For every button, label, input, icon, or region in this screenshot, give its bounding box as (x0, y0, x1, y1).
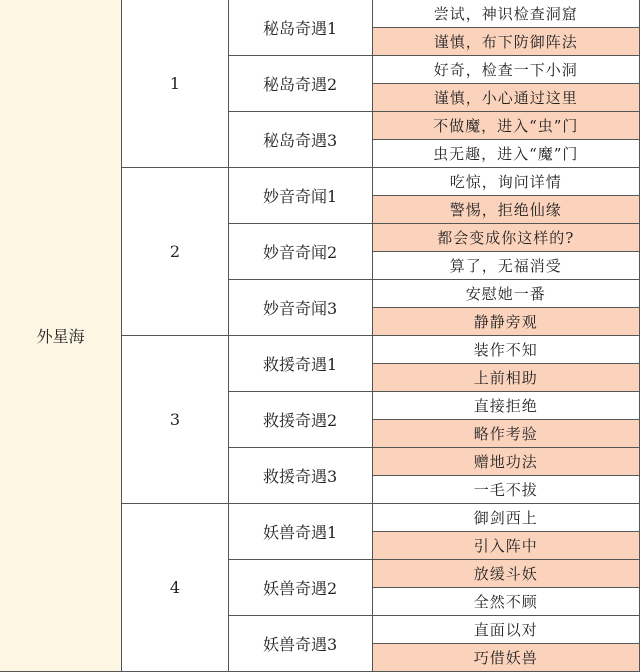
option-cell-highlighted: 巧借妖兽 (372, 644, 639, 672)
option-cell-highlighted: 赠地功法 (372, 448, 639, 476)
option-cell: 装作不知 (372, 336, 639, 364)
chapter-number-cell: 4 (122, 504, 229, 672)
event-name-cell: 妖兽奇遇3 (228, 616, 372, 672)
option-cell-highlighted: 都会变成你这样的? (372, 224, 639, 252)
chapter-number-cell: 1 (122, 0, 229, 168)
option-cell: 御剑西上 (372, 504, 639, 532)
option-cell: 算了，无福消受 (372, 252, 639, 280)
event-name-cell: 妖兽奇遇2 (228, 560, 372, 616)
option-cell: 安慰她一番 (372, 280, 639, 308)
option-cell: 尝试，神识检查洞窟 (372, 0, 639, 28)
option-cell: 直接拒绝 (372, 392, 639, 420)
option-cell-highlighted: 警惕，拒绝仙缘 (372, 196, 639, 224)
option-cell-highlighted: 上前相助 (372, 364, 639, 392)
event-name-cell: 秘岛奇遇3 (228, 112, 372, 168)
event-name-cell: 妙音奇闻1 (228, 168, 372, 224)
option-cell-highlighted: 放缓斗妖 (372, 560, 639, 588)
option-cell-highlighted: 静静旁观 (372, 308, 639, 336)
option-cell-highlighted: 引入阵中 (372, 532, 639, 560)
option-cell: 直面以对 (372, 616, 639, 644)
option-cell-highlighted: 略作考验 (372, 420, 639, 448)
option-cell: 虫无趣，进入“魔”门 (372, 140, 639, 168)
event-name-cell: 救援奇遇2 (228, 392, 372, 448)
option-cell: 全然不顾 (372, 588, 639, 616)
event-name-cell: 救援奇遇3 (228, 448, 372, 504)
event-name-cell: 救援奇遇1 (228, 336, 372, 392)
option-cell: 一毛不拔 (372, 476, 639, 504)
option-cell-highlighted: 不做魔，进入“虫”门 (372, 112, 639, 140)
event-name-cell: 妙音奇闻2 (228, 224, 372, 280)
chapter-number-cell: 2 (122, 168, 229, 336)
option-cell: 好奇，检查一下小洞 (372, 56, 639, 84)
option-cell-highlighted: 谨慎，布下防御阵法 (372, 28, 639, 56)
option-cell: 吃惊，询问详情 (372, 168, 639, 196)
region-cell: 外星海 (0, 0, 122, 672)
chapter-number-cell: 3 (122, 336, 229, 504)
event-name-cell: 秘岛奇遇2 (228, 56, 372, 112)
table-row (0, 0, 640, 28)
option-cell-highlighted: 谨慎，小心通过这里 (372, 84, 639, 112)
event-name-cell: 秘岛奇遇1 (228, 0, 372, 56)
event-name-cell: 妙音奇闻3 (228, 280, 372, 336)
event-name-cell: 妖兽奇遇1 (228, 504, 372, 560)
